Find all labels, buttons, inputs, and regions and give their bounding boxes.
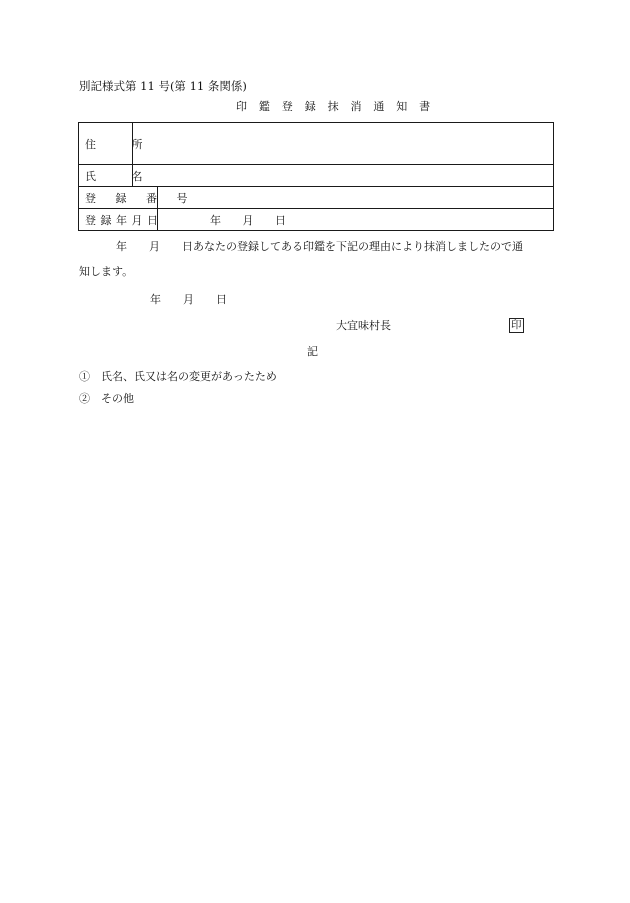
- name-value: [133, 165, 554, 187]
- ki-heading: 記: [307, 345, 318, 358]
- reg-date-value: 年 月 日: [158, 209, 554, 231]
- reg-number-value: [158, 187, 554, 209]
- reason-item-1: ① 氏名、氏又は名の変更があったため: [79, 370, 277, 383]
- address-value: [133, 123, 554, 165]
- name-label: 氏 名: [79, 165, 133, 187]
- seal-mark: 印: [511, 319, 522, 331]
- reg-number-label: 登 録 番 号: [79, 187, 158, 209]
- issuer-name: 大宜味村長: [336, 319, 391, 332]
- document-title: 印 鑑 登 録 抹 消 通 知 書: [236, 100, 435, 113]
- notice-body-line-1: 年 月 日あなたの登録してある印鑑を下記の理由により抹消しましたので通: [116, 240, 523, 253]
- reason-item-2: ② その他: [79, 392, 134, 405]
- address-row: [79, 123, 554, 165]
- reg-number-row: [79, 187, 554, 209]
- address-label: 住 所: [79, 123, 133, 165]
- reg-date-row: [79, 209, 554, 231]
- registration-table: [78, 122, 554, 231]
- notice-date: 年 月 日: [150, 293, 227, 306]
- reg-date-label: 登 録 年 月 日: [79, 209, 158, 231]
- form-number: 別記様式第 11 号(第 11 条関係): [79, 79, 247, 93]
- name-row: [79, 165, 554, 187]
- notice-body-line-2: 知します。: [79, 265, 134, 278]
